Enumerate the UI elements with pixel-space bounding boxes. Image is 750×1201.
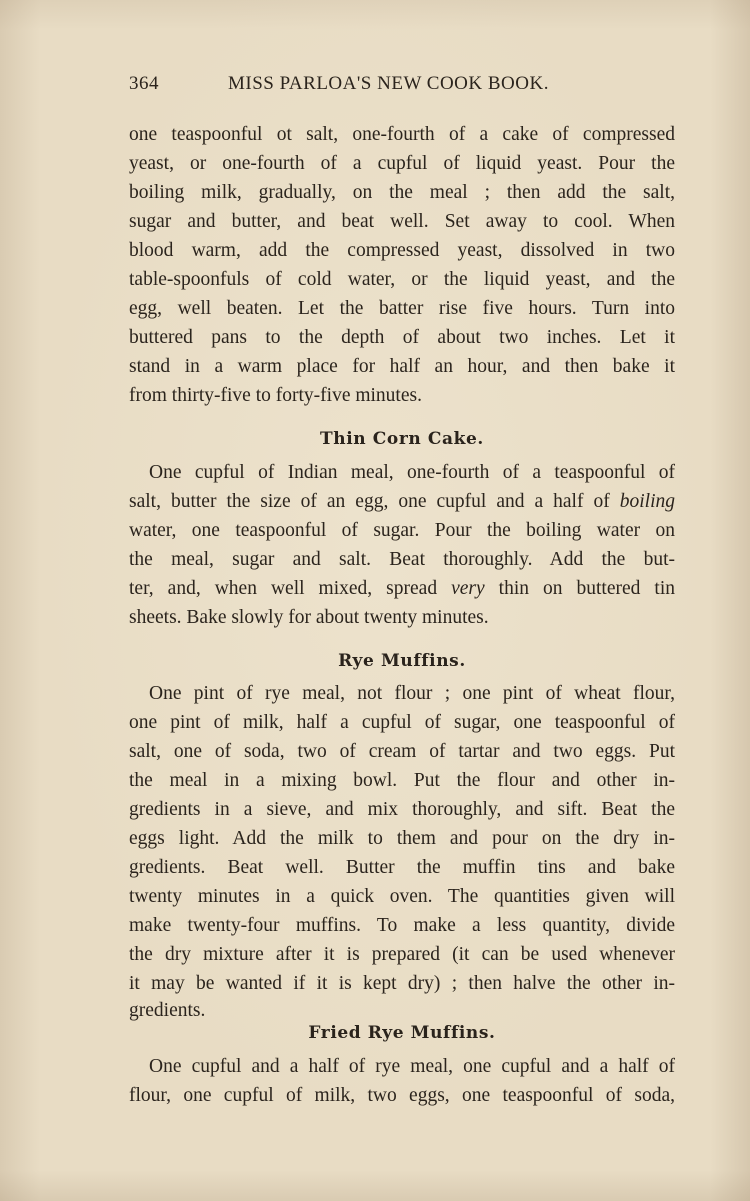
emphasis-text: boiling [619,491,675,512]
text-line: the dry mixture after it is prepared (it can be used whenever [129,944,675,965]
text-line: make twenty-four muffins. To make a less quantity, divide [129,915,675,936]
text-line: one teaspoonful ot salt, one-fourth of a cake of compressed [129,124,675,145]
text-line: salt, one of soda, two of cream of tartar and two eggs. Put [129,741,675,762]
text-segment: ter, and, when well mixed, spread [129,578,452,599]
text-line: it may be wanted if it is kept dry) ; then halve the other in- [129,973,675,994]
text-line: the meal, sugar and salt. Beat thoroughly. Add the but- [129,549,675,570]
text-line: table-spoonfuls of cold water, or the liquid yeast, and the [129,269,675,290]
text-line: One cupful and a half of rye meal, one cupful and a half of [149,1056,675,1077]
page-header [129,73,675,101]
text-line: sheets. Bake slowly for about twenty minutes. [129,607,489,628]
text-line: twenty minutes in a quick oven. The quantities given will [129,886,675,907]
text-line: buttered pans to the depth of about two inches. Let it [129,327,675,348]
text-line: gredients. Beat well. Butter the muffin tins and bake [129,857,675,878]
text-line: gredients in a sieve, and mix thoroughly, and sift. Beat the [129,799,675,820]
text-line: One pint of rye meal, not flour ; one pint of wheat flour, [149,683,675,704]
running-title: MISS PARLOA'S NEW COOK BOOK. [228,73,549,94]
text-line: from thirty-five to forty-five minutes. [129,385,422,406]
emphasis-text: very [451,578,485,599]
text-segment: salt, butter the size of an egg, one cupful and a half of [129,491,620,512]
text-line: the meal in a mixing bowl. Put the flour and other in- [129,770,675,791]
text-line: boiling milk, gradually, on the meal ; then add the salt, [129,182,675,203]
text-line: egg, well beaten. Let the batter rise five hours. Turn into [129,298,675,319]
text-line: blood warm, add the compressed yeast, dissolved in two [129,240,675,261]
text-line [129,488,675,516]
text-line: stand in a warm place for half an hour, and then bake it [129,356,675,377]
text-line: eggs light. Add the milk to them and pour on the dry in- [129,828,675,849]
text-line: water, one teaspoonful of sugar. Pour the boiling water on [129,520,675,541]
text-line: gredients. [129,1000,206,1021]
recipe-title-rye-muffins: Rye Muffins. [338,651,466,671]
text-line: flour, one cupful of milk, two eggs, one teaspoonful of soda, [129,1085,675,1106]
recipe-title-thin-corn-cake: Thin Corn Cake. [320,429,484,449]
text-segment: thin on buttered tin [484,578,675,599]
text-line: one pint of milk, half a cupful of sugar, one teaspoonful of [129,712,675,733]
text-line: sugar and butter, and beat well. Set away to cool. When [129,211,675,232]
text-line: yeast, or one-fourth of a cupful of liquid yeast. Pour the [129,153,675,174]
page-number: 364 [129,73,159,94]
text-line: One cupful of Indian meal, one-fourth of a teaspoonful of [149,462,675,483]
recipe-title-fried-rye-muffins: Fried Rye Muffins. [308,1023,496,1043]
text-line [129,575,675,603]
